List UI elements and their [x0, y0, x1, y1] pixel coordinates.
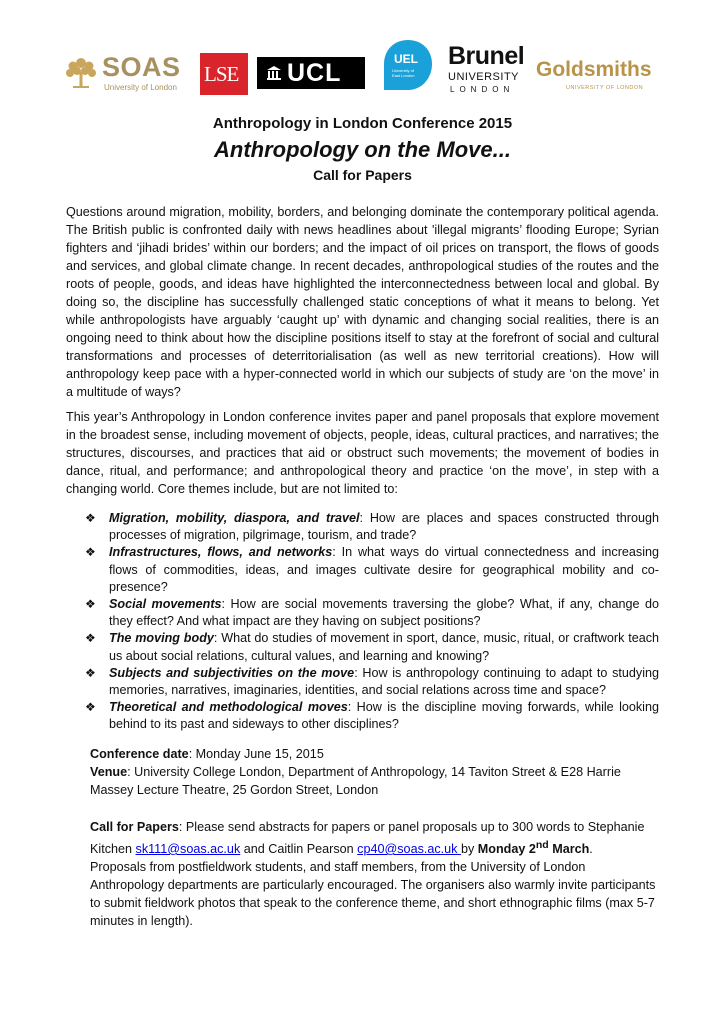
- tree-icon: [64, 54, 98, 90]
- ucl-name: UCL: [287, 59, 342, 87]
- list-item: ❖ The moving body: What do studies of movement in sport, dance, music, ritual, or craftwork teach us about social relations, cultural values, and learning and knowing?: [85, 631, 660, 663]
- conference-details: [90, 745, 660, 799]
- invitation-paragraph: This year’s Anthropology in London conference invites paper and panel proposals that explore movement in the broadest sense, including movement of objects, people, ideas, cultural practices, and narratives; the structures, discourses, and practices that aid or obstruct such movements; the movement of bodies in dance, ritual, and performance; and anthropological theory and practice ‘on the move’, in step with a changing world. Core themes include, but are not limited to:: [66, 410, 659, 496]
- intro-paragraph: Questions around migration, mobility, borders, and belonging dominate the contemporary political agenda. The British public is confronted daily with news headlines about 'illegal migrants’ flooding Europe; Syrian fighters and ‘jihadi brides’ within our borders; and the impact of oil prices on transport, the flows of goods and services, and global climate change. In recent decades, anthropological studies of the routes and the roots of people, goods, and ideas have highlighted the interconnectedness between local and global. By doing so, the discipline has successfully challenged static conceptions of what it means to belong. Yet while anthropologists have arguably ‘caught up’ with dynamic and changing social realities, there is an ongoing need to think about how the discipline positions itself to stay at the forefront of social and cultural transformations and processes of deterritorialisation (as well as new territorial creations). How will anthropology keep pace with a hyper-connected world in which our subjects of study are ‘on the move’ in a multitude of ways?: [66, 205, 659, 399]
- lse-logo: [200, 53, 248, 95]
- diamond-bullet-icon: ❖: [85, 597, 96, 612]
- diamond-bullet-icon: ❖: [85, 631, 96, 646]
- uel-name: UEL: [394, 52, 418, 66]
- ucl-logo: [257, 57, 365, 89]
- uel-subtitle: University of East London: [392, 68, 415, 78]
- goldsmiths-subtitle: UNIVERSITY OF LONDON: [566, 85, 644, 91]
- diamond-bullet-icon: ❖: [85, 665, 96, 680]
- cfp-encouragement: Proposals from postfieldwork students, and staff members, from the University of London Anthropology departments are particularly encouraged. The organisers also warmly invite participants to submit fieldwork photos that speak to the conference theme, and short ethnographic films (max 5-7 minutes in length).: [90, 860, 656, 929]
- brunel-name: Brunel: [448, 42, 525, 70]
- list-item: ❖ Subjects and subjectivities on the move: How is anthropology continuing to adapt to studying memories, narratives, imaginaries, identities, and social relations across time and space?: [85, 665, 660, 698]
- soas-name: SOAS: [102, 52, 181, 82]
- document-title: Anthropology on the Move...: [214, 137, 511, 162]
- soas-logo: [64, 54, 184, 94]
- diamond-bullet-icon: ❖: [85, 511, 96, 525]
- diamond-bullet-icon: ❖: [85, 700, 96, 715]
- lse-name: LSE: [204, 62, 239, 86]
- conference-heading: Anthropology in London Conference 2015: [212, 115, 513, 132]
- soas-subtitle: University of London: [104, 83, 177, 92]
- diamond-bullet-icon: ❖: [85, 545, 96, 560]
- uel-logo: [384, 40, 432, 90]
- goldsmiths-logo: [536, 60, 662, 96]
- list-item: ❖ Migration, mobility, diaspora, and travel: How are places and spaces constructed through processes of migration, pilgrimage, tourism, and trade?: [85, 511, 659, 543]
- themes-list: [85, 510, 659, 734]
- brunel-university: UNIVERSITY: [448, 71, 520, 83]
- email-link-caitlin[interactable]: cp40@soas.ac.uk: [357, 842, 461, 857]
- logo-bar: [64, 40, 664, 100]
- date-value: : Monday June 15, 2015: [188, 747, 324, 761]
- brunel-logo: [448, 42, 525, 96]
- goldsmiths-name: Goldsmiths: [536, 58, 652, 81]
- date-label: Conference date: [90, 747, 189, 761]
- list-item: ❖ Social movements: How are social movements traversing the globe? What, if any, change do they effect? And what impact are they having on subject positions?: [85, 597, 659, 629]
- document-subtitle: Call for Papers: [313, 167, 412, 183]
- list-item: ❖ Theoretical and methodological moves: How is the discipline moving forwards, while looking behind to its past and sideways to other disciplines?: [85, 700, 659, 732]
- email-link-stephanie[interactable]: sk111@soas.ac.uk: [135, 842, 241, 857]
- call-for-papers-details: Call for Papers: Please send abstracts for papers or panel proposals up to 300 words to Stephanie Kitchen sk111@soas.ac.uk and Caitlin Pearson cp40@soas.ac.uk by Monday 2nd March. Proposals from postfieldwork students, and staff members, from the University of London Anthropology departments are particularly encouraged. The organisers also warmly invite participants to submit fieldwork photos that speak to the conference theme, and short ethnographic films (max 5-7 minutes in length).: [90, 820, 656, 929]
- brunel-london: LONDON: [450, 85, 515, 94]
- venue-label: Venue: [90, 765, 128, 779]
- deadline: Monday 2nd March: [477, 839, 590, 857]
- venue-value: : University College London, Department of Anthropology, 14 Taviton Street & E28 Harrie Massey Lecture Theatre, 25 Gordon Street, London: [90, 765, 621, 797]
- portico-icon: [267, 66, 281, 80]
- list-item: ❖ Infrastructures, flows, and networks: In what ways do virtual connectedness and increasing flows of commodities, ideas, and images cultivate desire for geographical mobility and co-presence?: [85, 545, 659, 594]
- cfp-label: Call for Papers: [90, 820, 179, 834]
